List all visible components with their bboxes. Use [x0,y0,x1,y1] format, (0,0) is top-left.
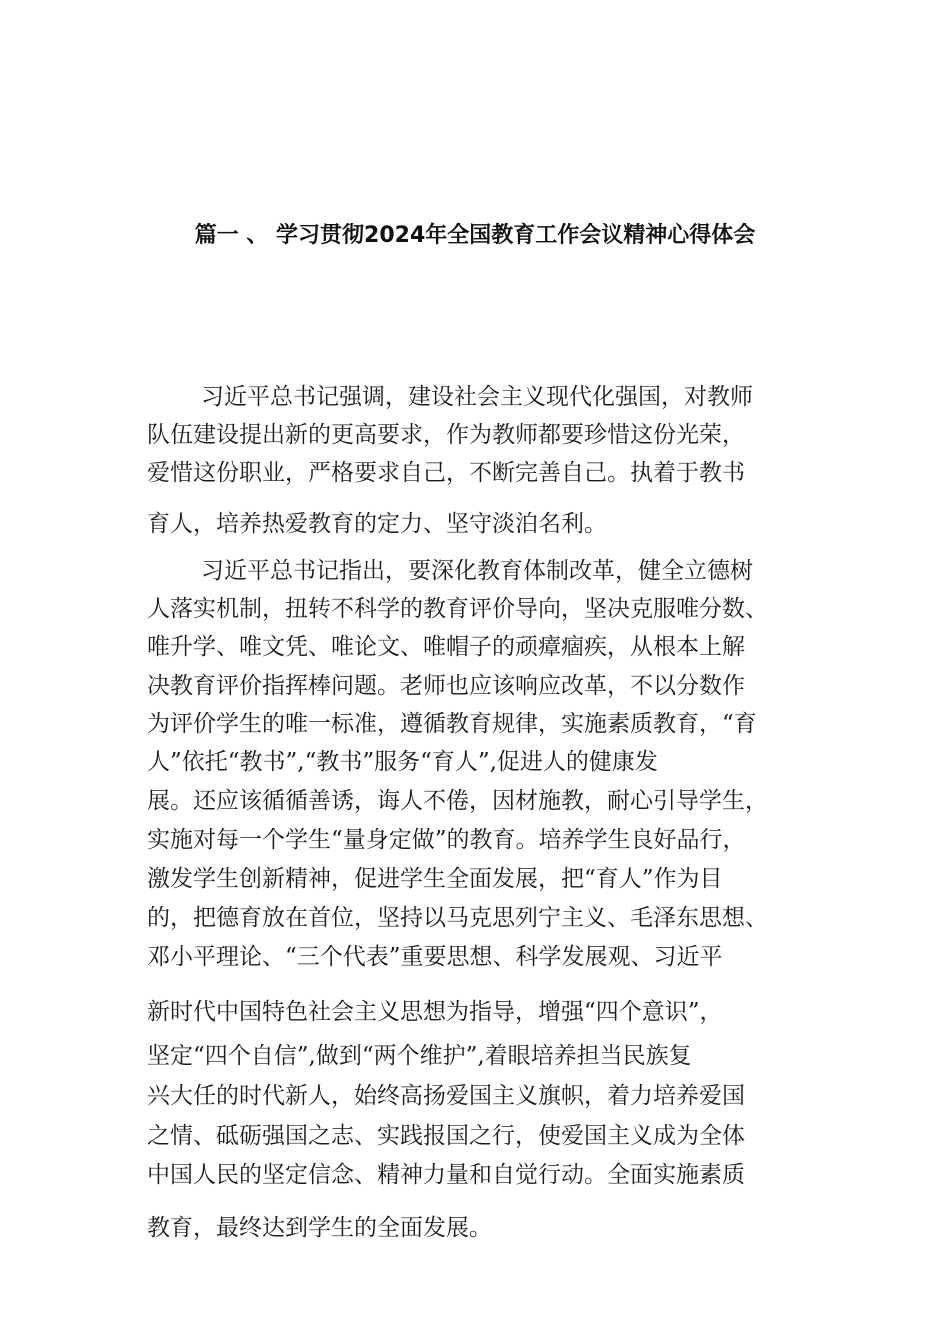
body-line: 新时代中国特色社会主义思想为指导，增强“四个意识”， [147,999,723,1025]
body-line: 坚定“四个自信”,做到“两个维护”,着眼培养担当民族复 [147,1043,692,1069]
body-line: 人”依托“教书”,“教书”服务“育人”,促进人的健康发 [147,749,658,775]
body-line: 教育，最终达到学生的全面发展。 [147,1215,492,1241]
body-line: 展。还应该循循善诱，诲人不倦，因材施教，耐心引导学生， [147,788,768,814]
body-line: 兴大任的时代新人，始终高扬爱国主义旗帜，着力培养爱国 [147,1083,745,1109]
body-line: 决教育评价指挥棒问题。老师也应该响应改革，不以分数作 [147,673,745,699]
body-line: 中国人民的坚定信念、精神力量和自觉行动。全面实施素质 [147,1162,745,1188]
document-title: 篇一 、 学习贯彻2024年全国教育工作会议精神心得体会 [194,223,756,248]
body-line: 激发学生创新精神，促进学生全面发展，把“育人”作为目 [147,866,723,892]
body-line: 邓小平理论、“三个代表”重要思想、科学发展观、习近平 [147,944,723,970]
body-line: 育人，培养热爱教育的定力、坚守淡泊名利。 [147,511,607,537]
body-line: 队伍建设提出新的更高要求，作为教师都要珍惜这份光荣， [147,422,745,448]
body-line: 习近平总书记指出，要深化教育体制改革，健全立德树 [201,558,753,584]
body-line: 习近平总书记强调，建设社会主义现代化强国，对教师 [201,384,753,410]
body-line: 之情、砥砺强国之志、实践报国之行，使爱国主义成为全体 [147,1123,745,1149]
body-line: 的，把德育放在首位，坚持以马克思列宁主义、毛泽东思想、 [147,905,768,931]
body-line: 为评价学生的唯一标准，遵循教育规律，实施素质教育，“育 [147,711,757,737]
body-line: 唯升学、唯文凭、唯论文、唯帽子的顽瘴痼疾，从根本上解 [147,634,745,660]
body-line: 人落实机制，扭转不科学的教育评价导向，坚决克服唯分数、 [147,596,768,622]
body-line: 实施对每一个学生“量身定做”的教育。培养学生良好品行， [147,827,746,853]
body-line: 爱惜这份职业，严格要求自己，不断完善自己。执着于教书 [147,460,745,486]
